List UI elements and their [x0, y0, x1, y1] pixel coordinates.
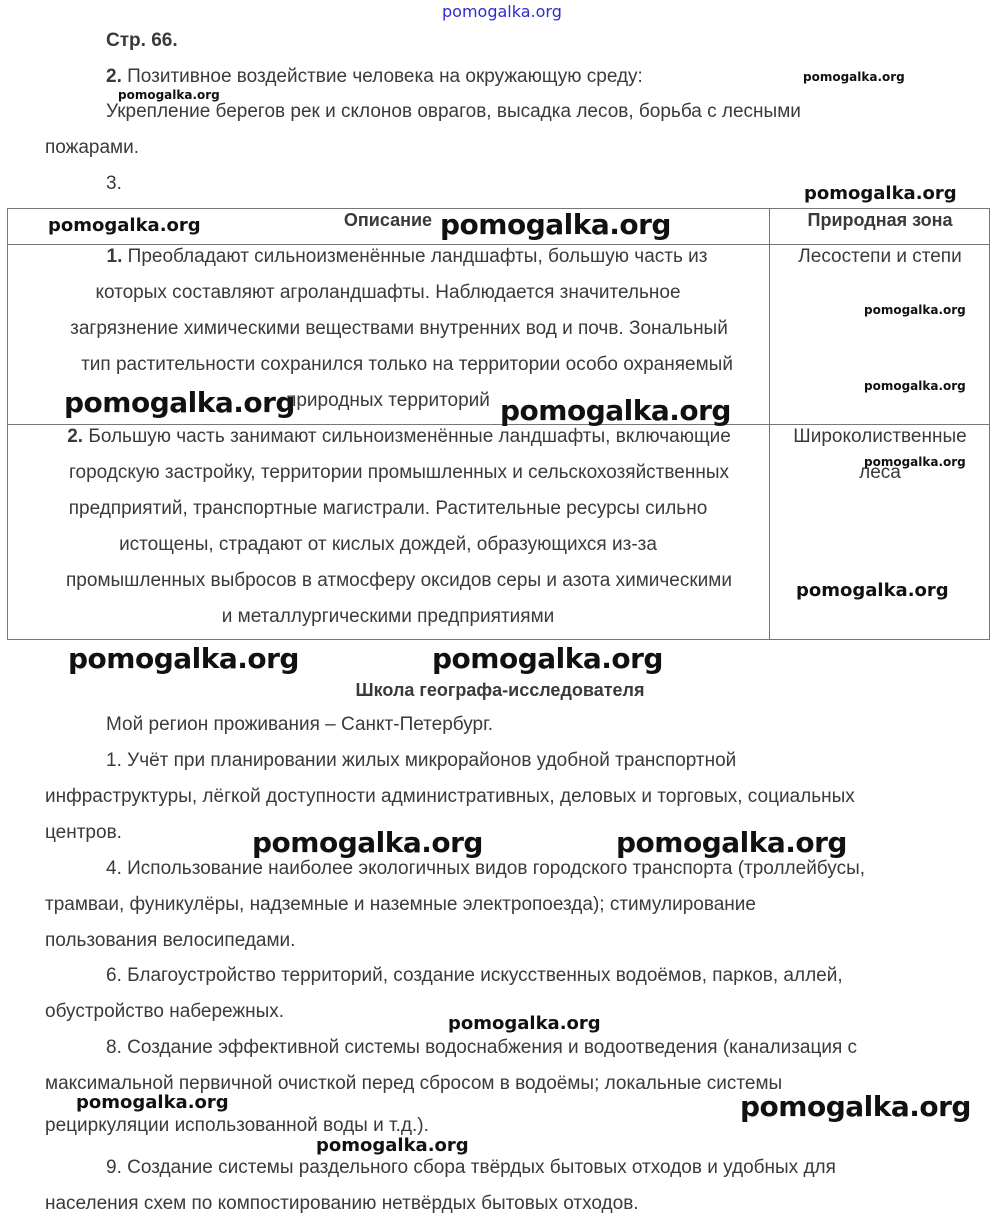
school-item-line: пользования велосипедами. [45, 930, 296, 951]
watermark: pomogalka.org [252, 826, 483, 859]
school-item-first: 8. Создание эффективной системы водоснабжения и водоотведения (канализация с [106, 1037, 858, 1058]
watermark: pomogalka.org [48, 215, 201, 236]
watermark: pomogalka.org [616, 826, 847, 859]
watermark: pomogalka.org [500, 394, 731, 427]
table-row-line: истощены, страдают от кислых дождей, образующихся из-за [119, 534, 657, 555]
watermark: pomogalka.org [432, 642, 663, 675]
table-row-line: предприятий, транспортные магистрали. Растительные ресурсы сильно [68, 498, 708, 519]
table-row-line: городскую застройку, территории промышленных и сельскохозяйственных [69, 462, 729, 483]
table-row-zone: Широколиственные [793, 426, 967, 447]
task2-title-text: Позитивное воздействие человека на окружающую среду: [127, 66, 643, 87]
watermark: pomogalka.org [76, 1092, 229, 1113]
table-row-line: тип растительности сохранился только на территории особо охраняемый [81, 354, 733, 375]
watermark: pomogalka.org [316, 1135, 469, 1156]
task2-line: Укрепление берегов рек и склонов оврагов, высадка лесов, борьба с лесными [106, 101, 801, 122]
watermark-top: pomogalka.org [442, 2, 562, 21]
watermark: pomogalka.org [864, 379, 966, 393]
school-region: Мой регион проживания – Санкт-Петербург. [106, 714, 493, 735]
row-number: 1. [106, 246, 123, 267]
school-item-line: трамваи, фуникулёры, надземные и наземные электропоезда); стимулирование [45, 894, 756, 915]
school-title: Школа географа-исследователя [355, 680, 645, 700]
watermark: pomogalka.org [118, 88, 220, 102]
school-item-first: 1. Учёт при планировании жилых микрорайонов удобной транспортной [106, 750, 737, 771]
school-item-line: центров. [45, 822, 122, 843]
watermark: pomogalka.org [68, 642, 299, 675]
table-row-line: промышленных выбросов в атмосферу оксидов серы и азота химическими [66, 570, 732, 591]
watermark: pomogalka.org [864, 303, 966, 317]
table-row-line [7, 239, 807, 275]
row-text: Большую часть занимают сильноизменённые ландшафты, включающие [88, 426, 731, 447]
school-item-first: 9. Создание системы раздельного сбора твёрдых бытовых отходов и удобных для [106, 1157, 836, 1178]
task3-number: 3. [106, 173, 122, 194]
table-row-line: которых составляют агроландшафты. Наблюдается значительное [95, 282, 681, 303]
task2-line: пожарами. [45, 137, 140, 158]
watermark: pomogalka.org [440, 208, 671, 241]
table-header-zone: Природная зона [807, 210, 953, 230]
watermark: pomogalka.org [448, 1013, 601, 1034]
watermark: pomogalka.org [864, 455, 966, 469]
school-item-first: 6. Благоустройство территорий, создание искусственных водоёмов, парков, аллей, [106, 965, 843, 986]
page-label: Стр. 66. [106, 30, 178, 51]
table-row-zone: Лесостепи и степи [798, 246, 962, 267]
watermark: pomogalka.org [796, 580, 949, 601]
school-item-line: обустройство набережных. [45, 1001, 285, 1022]
row-number: 2. [67, 426, 84, 447]
school-item-line: рециркуляции использованной воды и т.д.). [45, 1115, 429, 1136]
school-item-line: максимальной первичной очисткой перед сбросом в водоёмы; локальные системы [45, 1073, 783, 1094]
school-item-line: населения схем по компостированию нетвёрдых бытовых отходов. [45, 1193, 639, 1214]
table-row-line: и металлургическими предприятиями [221, 606, 555, 627]
school-item-line: инфраструктуры, лёгкой доступности административных, деловых и торговых, социальных [45, 786, 855, 807]
table-row-line: загрязнение химическими веществами внутренних вод и почв. Зональный [70, 318, 728, 339]
watermark: pomogalka.org [803, 70, 905, 84]
table-row-line: природных территорий [286, 390, 490, 411]
watermark: pomogalka.org [804, 183, 957, 204]
task2-number: 2. [106, 66, 122, 87]
table-header-description: Описание [343, 210, 433, 230]
watermark: pomogalka.org [64, 386, 295, 419]
row-text: Преобладают сильноизменённые ландшафты, большую часть из [127, 246, 708, 267]
school-item-first: 4. Использование наиболее экологичных видов городского транспорта (троллейбусы, [106, 858, 865, 879]
watermark: pomogalka.org [740, 1090, 971, 1123]
table-row-zone: леса [859, 462, 901, 483]
